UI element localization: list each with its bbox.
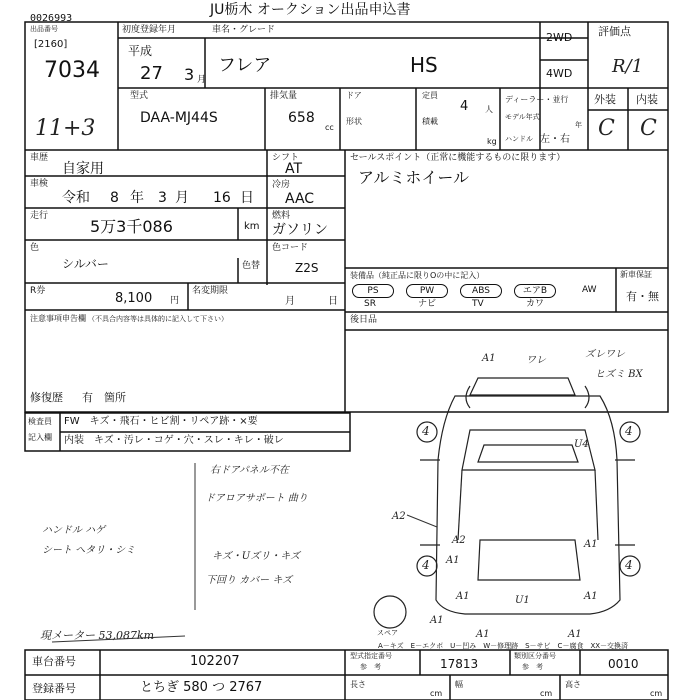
height-unit: cm [650,689,663,698]
ac-value: AAC [285,191,315,207]
model-year-unit: 年 [575,121,582,129]
lot-code: [2160] [34,39,68,50]
shape-label: 形状 [346,117,362,126]
lot-number: 7034 [44,58,100,83]
dealer-label: ディーラー・並行 [505,95,569,104]
mark-a1-top: A1 [482,353,496,364]
type-value: DAA-MJ44S [140,110,218,126]
inspection-day: 16 [213,190,231,206]
drive-2wd: 2WD [546,31,573,44]
capacity-value: 4 [460,99,469,114]
model-label: 車名・グレード [212,25,276,35]
note-3: ハンドル ハゲ [42,525,106,536]
lot-handwritten: 11+3 [35,116,96,141]
score-value: R/1 [612,56,644,77]
note-1: 右ドアパネル不在 [210,465,289,476]
tire-rl: 4 [422,558,430,572]
name-change-label: 名変期限 [192,286,229,296]
mark-u1: U1 [515,595,530,606]
mark-a1-bottom: A1 [476,629,490,640]
length-unit: cm [430,689,443,698]
mark-a1-bottom-left: A1 [430,615,444,626]
length-label: 長さ [350,680,366,689]
mark-a2-left: A2 [392,511,406,522]
color-value: シルバー [62,257,109,271]
equip-ps: PS [352,284,394,298]
displacement-value: 658 [288,110,315,126]
note-4: シート ヘタリ・シミ [42,545,136,556]
registration-month-unit: 月 [197,75,207,85]
registration-year: 27 [140,63,163,84]
history-label: 車歴 [30,153,49,163]
mileage-value: 5万3千086 [90,217,173,236]
mark-u4: U4 [574,439,589,450]
inspection-month: 3 [158,190,167,206]
name-change-month: 月 [285,296,295,307]
load-unit: kg [487,137,497,146]
inspection-year-unit: 年 [130,190,144,206]
shift-value: AT [285,161,303,177]
interior-label: 内装 [636,93,658,106]
recycle-label: R券 [30,286,46,296]
equip-pw: PW [406,284,448,298]
height-label: 高さ [565,680,581,689]
doors-label: ドア [346,91,362,100]
load-label: 積載 [422,117,438,126]
model-name: フレア [218,55,272,76]
paint-label: 色替 [242,261,261,271]
name-change-day: 日 [328,296,338,307]
equip-tv: TV [472,299,484,309]
interior-grade: C [640,116,657,141]
note-6: 下回り カバー キズ [206,575,293,586]
repair-label: 修復歴 [30,391,63,404]
class-no-label: 類別区分番号 [514,652,556,660]
handle-value: 左・右 [540,134,570,145]
repair-suffix: 箇所 [104,391,126,404]
shift-label: シフト [272,153,300,163]
car-no-label: 車台番号 [32,655,76,668]
mark-a2-center: A2 [452,535,466,546]
fuel-label: 燃料 [272,211,291,221]
class-no-value: 0010 [608,657,639,671]
registration-era: 平成 [128,44,153,58]
reg-no-label: 登録番号 [32,682,76,695]
note-7: 現メーター 53,087km [40,629,155,642]
tire-rr: 4 [625,558,633,572]
inspector-row-2: 内装 キズ・汚レ・コゲ・穴・スレ・キレ・破レ [64,435,284,446]
new-car-label: 新車保証 [620,270,652,279]
notes-sub: （不具合内容等は具体的に記入して下さい） [88,315,228,323]
note-2: ドアロアサポート 曲り [205,493,308,504]
mark-a1-bottom-right: A1 [568,629,582,640]
capacity-unit: 人 [485,105,493,114]
sales-point-text: アルミホイール [358,168,470,187]
mark-a1-rr: A1 [584,591,598,602]
mark-a1-right: A1 [584,539,598,550]
inspector-label-2: 記入欄 [28,433,52,442]
mark-a1-center: A1 [446,555,460,566]
exterior-label: 外装 [594,93,616,106]
type-no-value: 17813 [440,657,479,671]
color-label: 色 [30,243,40,253]
rear-seat-label: 後日品 [350,315,378,325]
type-label: 型式 [130,91,149,101]
equip-airbag: エアB [514,284,556,298]
note-5: キズ・Uズリ・キズ [212,551,301,562]
recycle-unit: 円 [170,296,180,306]
handle-label: ハンドル [505,135,533,143]
history-value: 自家用 [62,161,104,177]
inspection-label: 車検 [30,179,49,189]
tire-fr: 4 [625,424,633,438]
lot-label: 出品番号 [30,25,58,33]
class-no-sub: 参 考 [522,663,543,671]
car-diagram [374,378,640,628]
width-label: 幅 [455,680,463,689]
type-no-label: 型式指定番号 [350,652,392,660]
mark-shift-crack: ズレワレ [585,349,625,360]
equipment-label: 装備品（純正品に限りOの中に記入） [350,271,485,280]
score-label: 評価点 [598,25,631,38]
inspection-era: 令和 [62,190,90,206]
serial-number: 0026993 [30,13,73,24]
drive-4wd: 4WD [546,67,573,80]
inspector-row-1: FW キズ・飛石・ヒビ割・リペア跡・×要 [64,416,258,427]
tire-fl: 4 [422,424,430,438]
inspection-month-unit: 月 [175,190,189,206]
exterior-grade: C [598,116,615,141]
equip-leather: カワ [526,299,545,309]
sales-point-label: セールスポイント（正常に機能するものに限ります） [350,153,566,163]
form-title: JU栃木 オークション出品申込書 [210,2,411,18]
equip-abs: ABS [460,284,502,298]
notes-label: 注意事項申告欄 [30,314,86,323]
spare-label: スペア [377,629,398,637]
new-car-value: 有・無 [626,290,659,303]
reg-no-value: とちぎ 580 つ 2767 [140,680,263,695]
repair-value: 有 [82,391,93,404]
capacity-label: 定員 [422,91,438,100]
inspector-label-1: 検査員 [28,417,52,426]
width-unit: cm [540,689,553,698]
displacement-unit: cc [325,123,334,132]
color-code-value: Z2S [295,261,319,275]
equip-aw: AW [582,285,597,295]
registration-label: 初度登録年月 [122,25,177,35]
damage-legend: A－キズ E－エクボ U－凹み W－修理跡 S－サビ C－腐食 XX－交換済 [378,642,629,650]
equip-sr: SR [364,299,376,309]
fuel-value: ガソリン [272,222,328,238]
inspection-year: 8 [110,190,119,206]
model-year-label: モデル年式 [505,113,540,121]
mark-a1-lr: A1 [456,591,470,602]
car-no-value: 102207 [190,654,240,669]
mark-dent-bx: ヒズミ BX [595,369,643,380]
ac-label: 冷房 [272,180,291,190]
equip-navi: ナビ [418,299,437,309]
mark-crack: ワレ [526,355,546,366]
displacement-label: 排気量 [270,91,298,101]
registration-month: 3 [184,65,195,84]
color-code-label: 色コード [272,243,309,253]
inspection-day-unit: 日 [240,190,254,206]
recycle-value: 8,100 [115,291,153,306]
model-grade: HS [410,53,438,77]
mileage-label: 走行 [30,211,49,221]
type-no-sub: 参 考 [360,663,381,671]
mileage-unit: km [244,221,260,232]
